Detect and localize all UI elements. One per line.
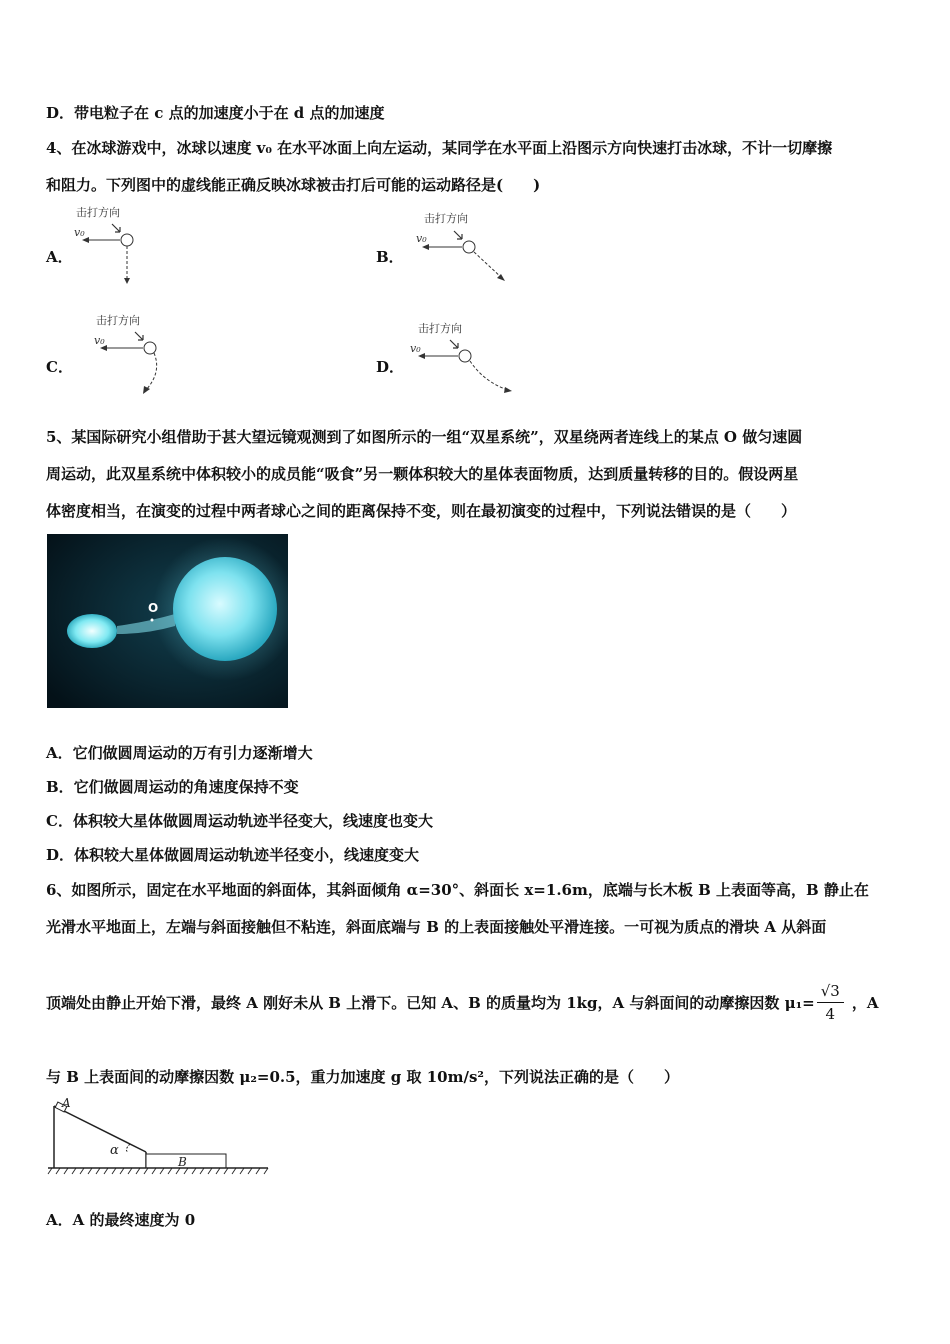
q4-diagram-a bbox=[66, 200, 166, 290]
path-dashed bbox=[474, 252, 502, 278]
q6-stem-line3 bbox=[46, 982, 878, 1023]
v0-text: v₀ bbox=[410, 342, 421, 355]
path-dashed bbox=[470, 361, 508, 390]
arrowhead-icon bbox=[504, 387, 512, 393]
q4-option-a-label: A． bbox=[46, 248, 73, 266]
path-dashed bbox=[146, 353, 157, 390]
hit-direction-text: 击打方向 bbox=[76, 206, 120, 219]
center-o-label: O bbox=[148, 601, 159, 615]
q4-option-c-label: C． bbox=[46, 358, 73, 376]
hit-direction-text: 击打方向 bbox=[418, 322, 462, 335]
binary-star-image bbox=[47, 534, 288, 708]
q6-stem-line2: 光滑水平地面上，左端与斜面接触但不粘连，斜面底端与 B 的上表面接触处平滑连接。一可视为质点的滑块 A 从斜面 bbox=[46, 918, 827, 936]
q5-option-c: C．体积较大星体做圆周运动轨迹半径变大，线速度也变大 bbox=[46, 812, 433, 830]
q5-option-a: A．它们做圆周运动的万有引力逐渐增大 bbox=[46, 744, 313, 762]
hit-arrow-icon bbox=[135, 332, 143, 340]
v0-text: v₀ bbox=[416, 232, 427, 245]
hit-arrow-icon bbox=[450, 340, 458, 348]
q6-option-a: A．A 的最终速度为 0 bbox=[46, 1211, 196, 1229]
fraction-denominator: 4 bbox=[825, 1005, 836, 1023]
label-a: A bbox=[62, 1096, 71, 1110]
label-b: B bbox=[178, 1155, 187, 1169]
q6-line3-text: 顶端处由静止开始下滑，最终 A 刚好未从 B 上滑下。已知 A、B 的质量均为 1kg，A 与斜面间的动摩擦因数 μ₁= bbox=[46, 994, 815, 1012]
v0-text: v₀ bbox=[74, 226, 85, 239]
puck bbox=[459, 350, 471, 362]
q4-option-d-label: D． bbox=[376, 358, 405, 376]
q6-line3-end: ，A bbox=[851, 994, 879, 1012]
q4-option-b-label: B． bbox=[376, 248, 404, 266]
hit-direction-text: 击打方向 bbox=[424, 212, 468, 225]
q6-stem-line1: 6、如图所示，固定在水平地面的斜面体，其斜面倾角 α=30°、斜面长 x=1.6m，底端与长木板 B 上表面等高，B 静止在 bbox=[46, 881, 869, 899]
q5-stem-line1: 5、某国际研究小组借助于甚大望远镜观测到了如图所示的一组“双星系统”，双星绕两者连线上的某点 O 做匀速圆 bbox=[46, 428, 803, 446]
q5-option-d: D．体积较大星体做圆周运动轨迹半径变小，线速度变大 bbox=[46, 846, 420, 864]
puck bbox=[144, 342, 156, 354]
q4-diagram-c bbox=[88, 310, 188, 400]
hit-arrow-icon bbox=[454, 231, 462, 239]
arrowhead-icon bbox=[497, 274, 505, 281]
incline-surface bbox=[54, 1106, 146, 1152]
q3-option-d: D．带电粒子在 c 点的加速度小于在 d 点的加速度 bbox=[46, 104, 385, 122]
q5-stem-line3: 体密度相当，在演变的过程中两者球心之间的距离保持不变，则在最初演变的过程中，下列说法错误的是（ ） bbox=[46, 502, 797, 520]
arrowhead-icon bbox=[124, 278, 130, 284]
q6-stem-line4: 与 B 上表面间的动摩擦因数 μ₂=0.5，重力加速度 g 取 10m/s²，下列说法正确的是（ ） bbox=[46, 1068, 679, 1086]
center-point bbox=[151, 619, 154, 622]
q4-diagram-b bbox=[410, 206, 520, 288]
q5-stem-line2: 周运动，此双星系统中体积较小的成员能“吸食”另一颗体积较大的星体表面物质，达到质量转移的目的。假设两星 bbox=[46, 465, 799, 483]
fraction-numerator: √3 bbox=[817, 982, 844, 1003]
v0-text: v₀ bbox=[94, 334, 105, 347]
mu1-fraction bbox=[817, 982, 844, 1023]
small-star bbox=[67, 614, 117, 648]
ground-hatching bbox=[48, 1168, 268, 1174]
puck bbox=[121, 234, 133, 246]
puck bbox=[463, 241, 475, 253]
large-star bbox=[173, 557, 277, 661]
hit-direction-text: 击打方向 bbox=[96, 314, 140, 327]
incline-board-diagram bbox=[44, 1094, 274, 1180]
q4-stem-line1: 4、在冰球游戏中，冰球以速度 v₀ 在水平冰面上向左运动，某同学在水平面上沿图示方向快速打击冰球，不计一切摩擦 bbox=[46, 139, 833, 157]
hit-arrow-icon bbox=[112, 224, 120, 232]
angle-arc bbox=[126, 1144, 130, 1152]
q4-stem-line2: 和阻力。下列图中的虚线能正确反映冰球被击打后可能的运动路径是( ) bbox=[46, 176, 541, 194]
q4-diagram-d bbox=[408, 316, 528, 398]
label-alpha: α bbox=[110, 1143, 119, 1158]
q5-option-b: B．它们做圆周运动的角速度保持不变 bbox=[46, 778, 299, 796]
